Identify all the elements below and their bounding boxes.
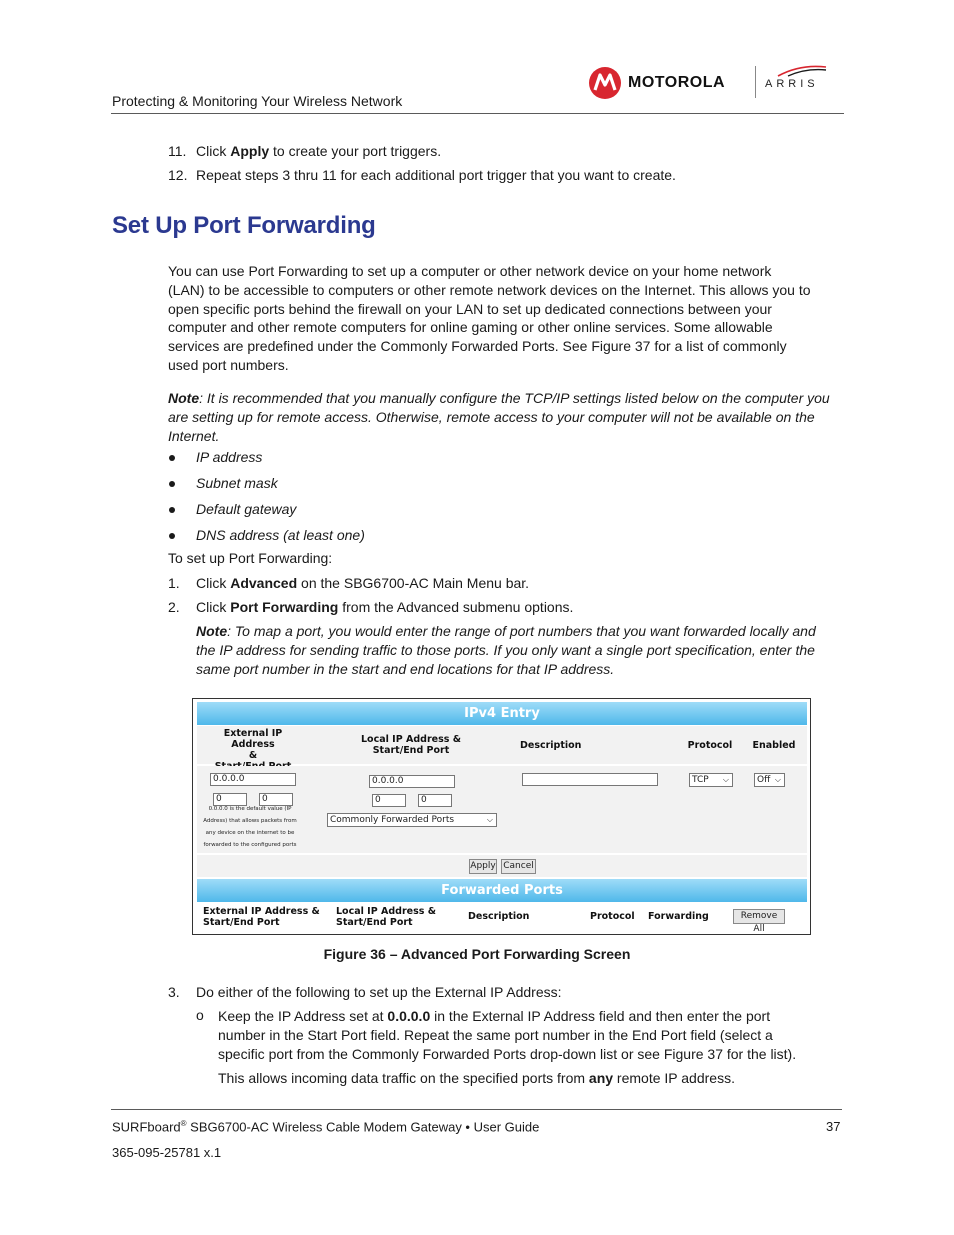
enabled-select[interactable]: Off ⌵: [754, 773, 785, 787]
bullet-default-gateway: Default gateway: [196, 501, 297, 517]
chevron-down-icon: ⌵: [774, 775, 781, 784]
step-number: 11.: [168, 143, 187, 159]
external-ip-input[interactable]: 0.0.0.0: [210, 773, 296, 786]
bullet-icon: [169, 533, 175, 539]
step-number: 2.: [168, 599, 180, 615]
forwarded-ports-bar: Forwarded Ports: [197, 879, 807, 902]
step-number: 3.: [168, 984, 180, 1000]
default-ip-value: 0.0.0.0: [387, 1008, 431, 1024]
step-3: 3. Do either of the following to set up the External IP Address:: [168, 984, 562, 1000]
note-label: Note: [196, 623, 228, 639]
step-number: 12.: [168, 167, 188, 183]
port-forwarding-screenshot: [192, 698, 811, 935]
fp-ext-header: External IP Address & Start/End Port: [203, 906, 320, 928]
remove-all-button[interactable]: Remove All: [733, 909, 785, 924]
enabled-header: Enabled: [752, 740, 796, 751]
protocol-header: Protocol: [687, 740, 733, 751]
step-11: 11. Click Apply to create your port triggers.: [168, 143, 442, 159]
settings-bullet-list: [168, 449, 568, 549]
footer-divider: [111, 1109, 842, 1110]
bullet-ip-address: IP address: [196, 449, 263, 465]
bullet-subnet-mask: Subnet mask: [196, 475, 278, 491]
note-tcpip: Note: It is recommended that you manually configure the TCP/IP settings listed below on the computer you are setting up for remote access. Otherwise, remote access to your computer will not be available on the Internet.: [168, 390, 830, 444]
step-number: 1.: [168, 575, 180, 591]
arris-swoosh-icon: [776, 64, 828, 78]
arris-wordmark: ARRIS: [765, 78, 819, 90]
keep-ip-option: Keep the IP Address set at 0.0.0.0 in the External IP Address field and then enter the port number in the Start Port field. Repeat the same port number in the End Port field (select a specific port from the Commonly Forwarded Ports drop-down list or see Figure 37 for the list).: [218, 1008, 797, 1062]
ipv4-entry-bar: IPv4 Entry: [197, 702, 807, 725]
fp-protocol-header: Protocol: [590, 911, 635, 922]
cancel-button[interactable]: Cancel: [501, 859, 536, 874]
step-12: 12. Repeat steps 3 thru 11 for each additional port trigger that you want to create.: [168, 167, 676, 183]
bullet-dns-address: DNS address (at least one): [196, 527, 365, 543]
bullet-icon: [169, 507, 175, 513]
chevron-down-icon: ⌵: [486, 815, 493, 824]
intro-paragraph: You can use Port Forwarding to set up a computer or other network device on your home network (LAN) to be accessible to computers or other remote network devices on the Internet. This allows you to open specific ports behind the firewall on your LAN to set up dedicated connections between your computer and other remote computers for online gaming or other online services. Some allowable services are predefined under the Commonly Forwarded Ports. See Figure 37 for a list of commonly used port numbers.: [168, 263, 811, 373]
figure-caption: Figure 36 – Advanced Port Forwarding Screen: [323, 946, 631, 962]
external-start-port-input[interactable]: 0: [213, 793, 247, 806]
header-divider: [111, 113, 844, 114]
description-input[interactable]: [522, 773, 658, 786]
description-header: Description: [520, 740, 582, 751]
fp-description-header: Description: [468, 911, 530, 922]
motorola-logo-icon: [589, 67, 621, 99]
step-1: 1. Click Advanced on the SBG6700-AC Main Menu bar.: [168, 575, 530, 591]
chevron-down-icon: ⌵: [722, 775, 729, 784]
motorola-wordmark: MOTOROLA: [628, 74, 726, 91]
procedure-lead: To set up Port Forwarding:: [168, 550, 333, 566]
default-value-note: 0.0.0.0 is the default value (IP Address) that allows packets from any device on the internet to be forwarded to the configured ports: [203, 806, 297, 848]
local-ip-header: Local IP Address & Start/End Port: [361, 734, 461, 756]
protocol-select[interactable]: TCP ⌵: [689, 773, 733, 787]
bullet-icon: [169, 481, 175, 487]
page-number: 37: [826, 1119, 841, 1134]
note-label: Note: [168, 390, 200, 406]
logo-separator: [755, 66, 756, 98]
fp-forwarding-header: Forwarding: [648, 911, 709, 922]
allow-traffic-sentence: This allows incoming data traffic on the specified ports from any remote IP address.: [218, 1070, 735, 1086]
local-start-port-input[interactable]: 0: [372, 794, 406, 807]
apply-term: Apply: [230, 143, 270, 159]
advanced-term: Advanced: [230, 575, 298, 591]
external-end-port-input[interactable]: 0: [259, 793, 293, 806]
ext-ip-header: External IP Address &: [223, 728, 283, 761]
local-end-port-input[interactable]: 0: [418, 794, 452, 807]
sub-bullet-icon: ο: [196, 1007, 204, 1023]
running-header: Protecting & Monitoring Your Wireless Network: [112, 93, 403, 109]
common-ports-select[interactable]: Commonly Forwarded Ports ⌵: [327, 813, 497, 827]
part-number: 365-095-25781 x.1: [112, 1145, 222, 1160]
note-port-mapping: Note: To map a port, you would enter the range of port numbers that you want forwarded locally and the IP address for sending traffic to those ports. If you only want a single port specification, enter the same port number in the start and end locations for that IP address.: [196, 623, 816, 677]
local-ip-input[interactable]: 0.0.0.0: [369, 775, 455, 788]
bullet-icon: [169, 455, 175, 461]
step-2: 2. Click Port Forwarding from the Advanced submenu options.: [168, 599, 574, 615]
port-forwarding-term: Port Forwarding: [230, 599, 339, 615]
footer-doc-title: SURFboard® SBG6700-AC Wireless Cable Modem Gateway • User Guide: [112, 1119, 540, 1135]
fp-local-header: Local IP Address & Start/End Port: [336, 906, 436, 928]
section-title: Set Up Port Forwarding: [112, 212, 376, 239]
apply-button[interactable]: Apply: [469, 859, 497, 874]
